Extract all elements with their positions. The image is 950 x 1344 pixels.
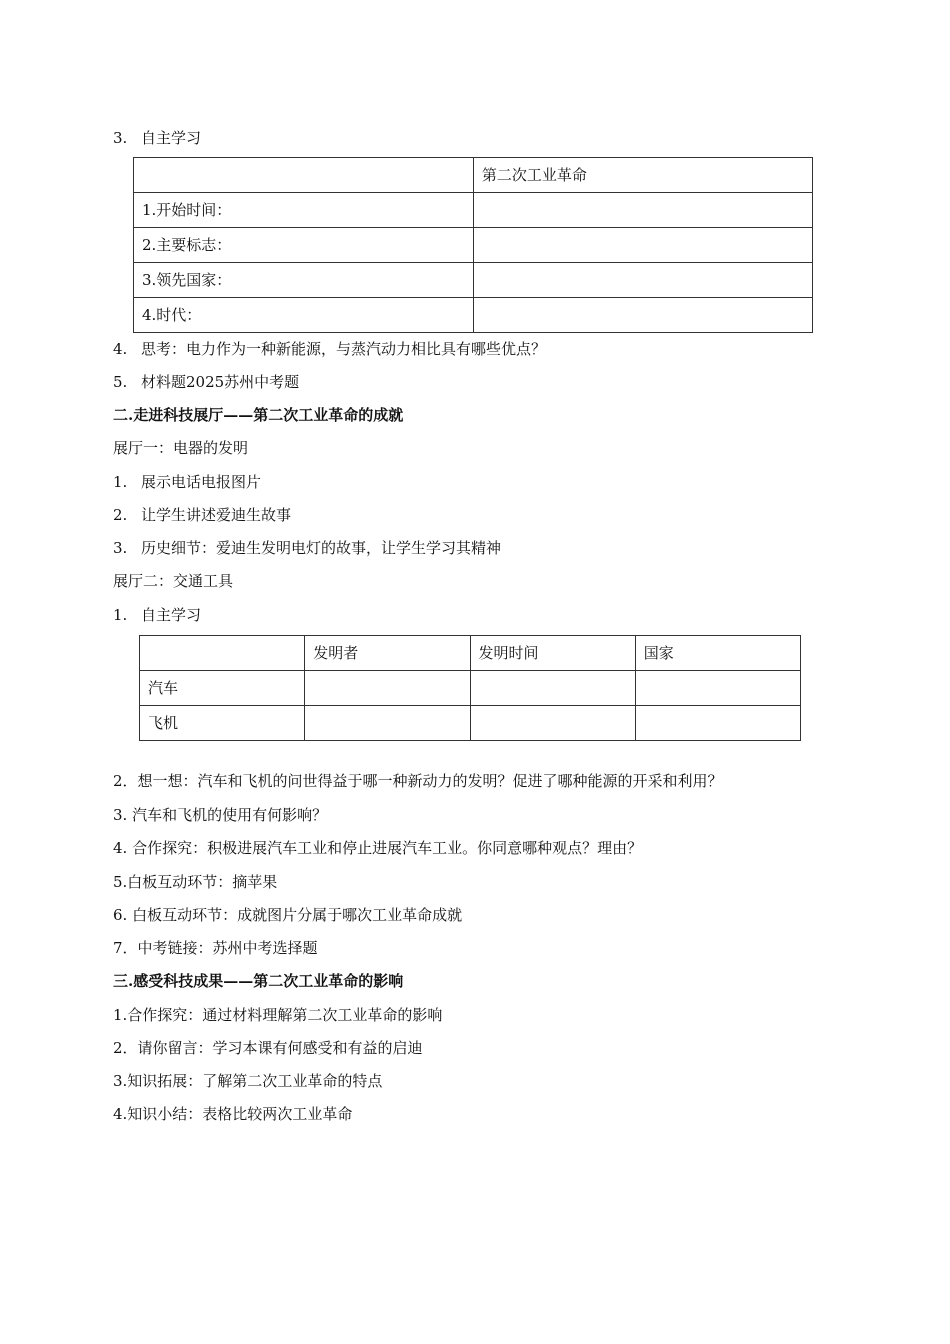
item-text: 展示电话电报图片 [141, 473, 262, 491]
answer-cell[interactable] [473, 298, 812, 333]
list-item: 1.合作探究：通过材料理解第二次工业革命的影响 [113, 1006, 443, 1024]
table-cell: 飞机 [140, 706, 305, 741]
hall-title: 展厅一：电器的发明 [113, 439, 249, 457]
item-text: 自主学习 [141, 606, 202, 624]
hall-title: 展厅二：交通工具 [113, 572, 234, 590]
item-text: 材料题2025苏州中考题 [141, 373, 300, 391]
table-row [134, 228, 813, 263]
item-number: 4. [113, 340, 128, 358]
list-item [113, 339, 546, 359]
answer-cell[interactable] [473, 193, 812, 228]
answer-cell[interactable] [635, 706, 800, 741]
answer-cell[interactable] [473, 263, 812, 298]
table-row [134, 193, 813, 228]
list-item: 3.知识拓展：了解第二次工业革命的特点 [113, 1072, 383, 1090]
item-text: 让学生讲述爱迪生故事 [141, 506, 292, 524]
list-item: 7．中考链接：苏州中考选择题 [113, 939, 318, 957]
list-item: 5.白板互动环节：摘苹果 [113, 873, 278, 891]
list-item [113, 372, 299, 392]
item-number: 1. [113, 473, 128, 491]
list-item: 6. 白板互动环节：成就图片分属于哪次工业革命成就 [113, 906, 463, 924]
table-cell: 4.时代： [134, 298, 474, 333]
item-number: 5. [113, 373, 128, 391]
section-heading: 三.感受科技成果——第二次工业革命的影响 [113, 972, 404, 990]
table-cell: 1.开始时间： [134, 193, 474, 228]
table-cell: 汽车 [140, 671, 305, 706]
table-header-cell: 发明者 [305, 636, 470, 671]
item-number: 3. [113, 129, 128, 147]
item-text: 自主学习 [141, 129, 202, 147]
table-header-cell: 国家 [635, 636, 800, 671]
item-number: 2. [113, 506, 128, 524]
list-item [113, 538, 501, 558]
item-number: 3. [113, 539, 128, 557]
table-header-row [140, 636, 801, 671]
item-text: 历史细节：爱迪生发明电灯的故事，让学生学习其精神 [141, 539, 502, 557]
answer-cell[interactable] [470, 706, 635, 741]
transport-table [139, 635, 801, 741]
table-header-cell: 发明时间 [470, 636, 635, 671]
list-item [113, 472, 261, 492]
answer-cell[interactable] [305, 671, 470, 706]
table-header-row [134, 158, 813, 193]
table-header-cell: 第二次工业革命 [473, 158, 812, 193]
list-item: 4.知识小结：表格比较两次工业革命 [113, 1105, 353, 1123]
answer-cell[interactable] [473, 228, 812, 263]
table-row [140, 671, 801, 706]
section-heading: 二.走进科技展厅——第二次工业革命的成就 [113, 406, 404, 424]
list-item: 3. 汽车和飞机的使用有何影响？ [113, 806, 328, 824]
item-number: 1. [113, 606, 128, 624]
table-cell [140, 636, 305, 671]
table-cell [134, 158, 474, 193]
list-item [113, 505, 291, 525]
list-item: 4. 合作探究：积极进展汽车工业和停止进展汽车工业。你同意哪种观点？理由？ [113, 839, 643, 857]
list-item [113, 128, 201, 148]
list-item [113, 605, 201, 625]
table-row [134, 263, 813, 298]
table-row [134, 298, 813, 333]
item-text: 思考：电力作为一种新能源，与蒸汽动力相比具有哪些优点？ [141, 340, 547, 358]
answer-cell[interactable] [635, 671, 800, 706]
list-item: 2．想一想：汽车和飞机的问世得益于哪一种新动力的发明？促进了哪种能源的开采和利用？ [113, 772, 723, 790]
table-cell: 3.领先国家： [134, 263, 474, 298]
answer-cell[interactable] [470, 671, 635, 706]
table-cell: 2.主要标志： [134, 228, 474, 263]
list-item: 2．请你留言：学习本课有何感受和有益的启迪 [113, 1039, 423, 1057]
industrial-revolution-table [133, 157, 813, 333]
table-row [140, 706, 801, 741]
answer-cell[interactable] [305, 706, 470, 741]
